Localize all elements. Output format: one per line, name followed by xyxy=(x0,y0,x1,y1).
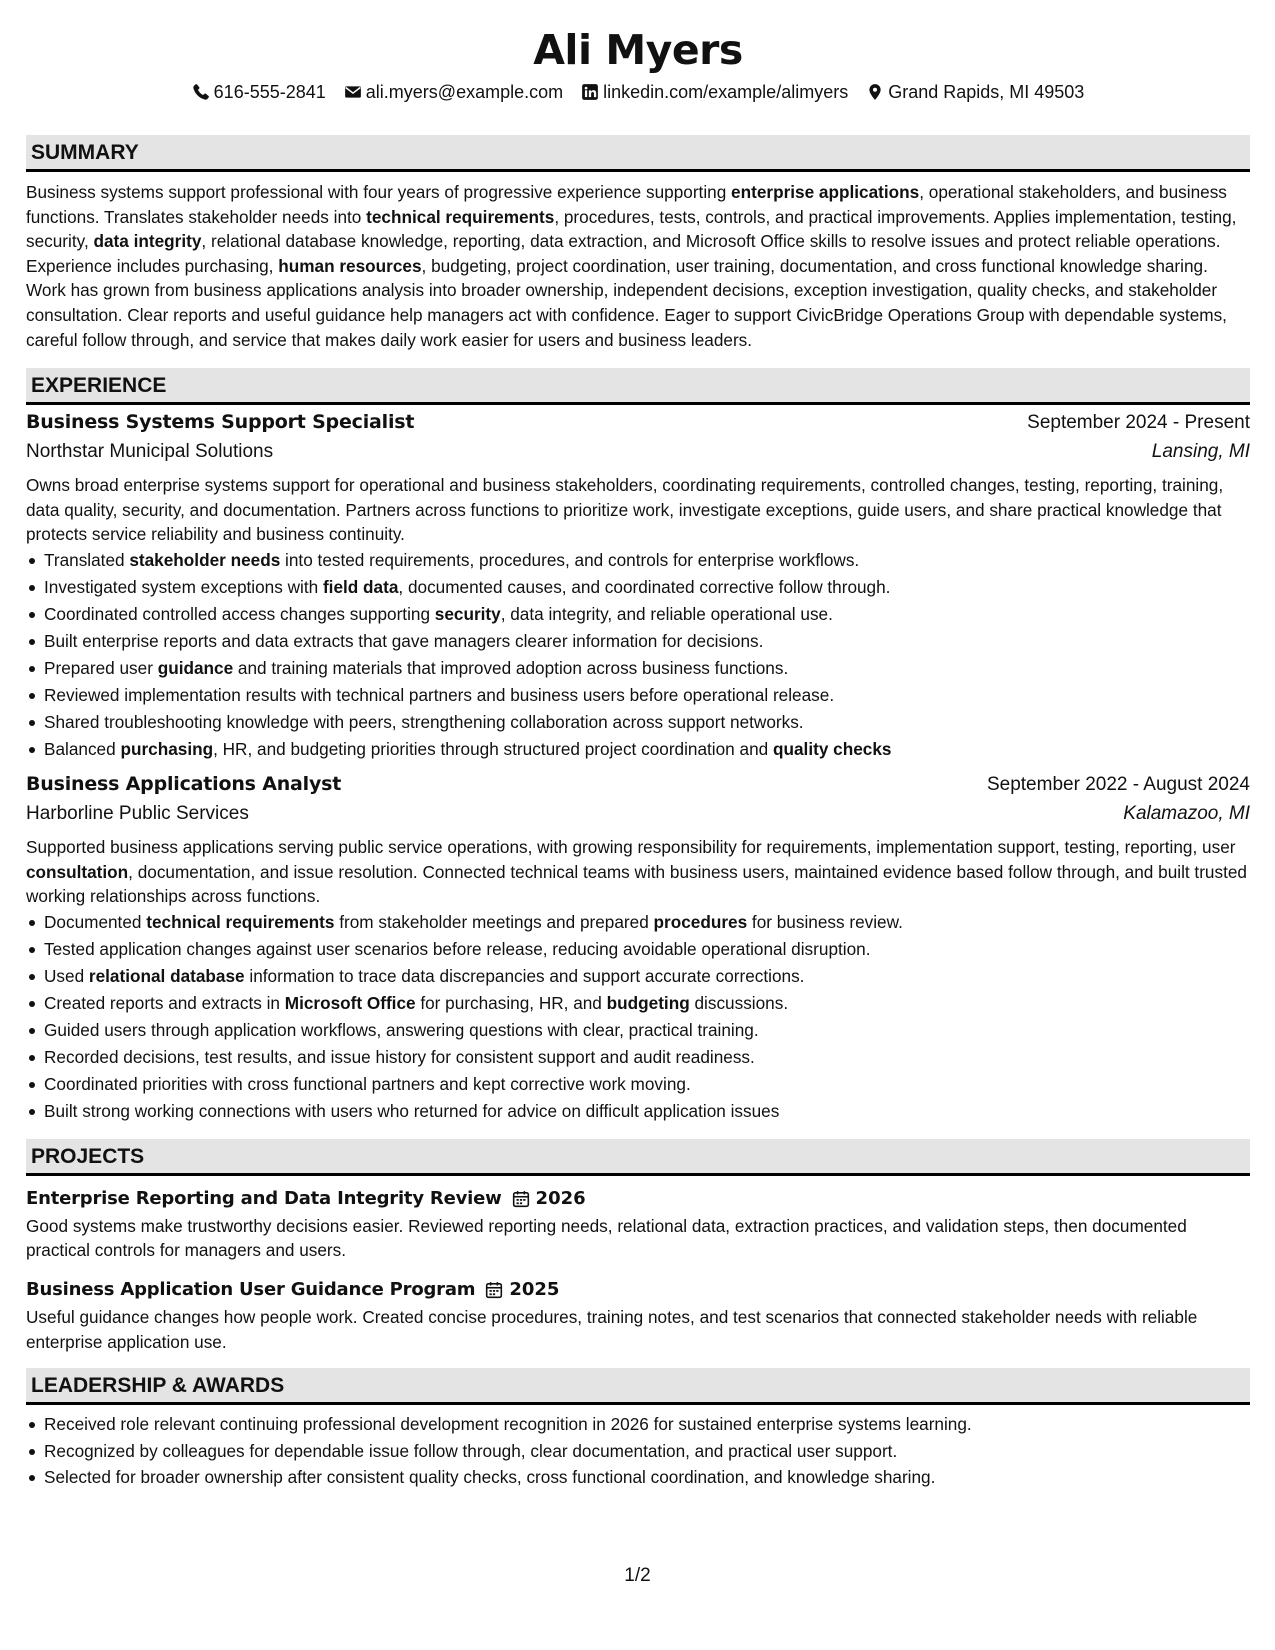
bold-keyword: purchasing xyxy=(120,738,214,759)
list-item: Tested application changes against user scenarios before release, reducing avoidable operational disruption. xyxy=(44,936,1250,963)
project-title: Business Application User Guidance Program xyxy=(26,1279,476,1301)
list-item: Received role relevant continuing professional development recognition in 2026 for sustained enterprise systems learning. xyxy=(44,1411,1250,1438)
bold-keyword: data integrity xyxy=(93,231,202,252)
list-item: Built strong working connections with users who returned for advice on difficult application issues xyxy=(44,1098,1250,1125)
list-item: Investigated system exceptions with field data, documented causes, and coordinated corrective follow through. xyxy=(44,574,1250,601)
contact-phone[interactable] xyxy=(192,80,326,104)
linkedin-icon xyxy=(581,83,599,101)
job-entry xyxy=(26,411,1250,763)
project-year-group xyxy=(485,1279,559,1300)
bold-keyword: relational database xyxy=(88,965,245,986)
job-entry xyxy=(26,773,1250,1125)
list-item: Translated stakeholder needs into tested requirements, procedures, and controls for enterprise workflows. xyxy=(44,547,1250,574)
project-year-group xyxy=(512,1188,586,1209)
summary-heading: SUMMARY xyxy=(26,135,1250,172)
project-title: Enterprise Reporting and Data Integrity Review xyxy=(26,1188,502,1210)
project-description: Good systems make trustworthy decisions easier. Reviewed reporting needs, relational data, extraction practices, and validation steps, then documented practical controls for managers and users. xyxy=(26,1215,1187,1261)
bold-keyword: consultation xyxy=(26,861,129,882)
job-description: Owns broad enterprise systems support for operational and business stakeholders, coordinating requirements, controlled changes, testing, reporting, training, data quality, security, and documentation. Partners across functions to prioritize work, investigate exceptions, guide users, and share practical knowledge that protects service reliability and business continuity. xyxy=(26,475,1224,545)
list-item: Documented technical requirements from stakeholder meetings and prepared procedures for business review. xyxy=(44,909,1250,936)
job-dates: September 2022 - August 2024 xyxy=(986,773,1250,795)
bold-keyword: enterprise applications xyxy=(731,182,920,202)
bold-keyword: guidance xyxy=(157,657,234,678)
location-text: Grand Rapids, MI 49503 xyxy=(888,82,1085,102)
summary-text: Business systems support professional with four years of progressive experience supporting enterprise applications, operational stakeholders, and business functions. Translates stakeholder needs into technical requirements, procedures, tests, controls, and practical improvements. Applies implementation, testing, security, data integrity, relational database knowledge, reporting, data extraction, and Microsoft Office skills to resolve issues and protect reliable operations. Experience includes purchasing, human resources, budgeting, project coordination, user training, documentation, and cross functional knowledge sharing. Work has grown from business applications analysis into broader ownership, independent decisions, exception investigation, quality checks, and stakeholder consultation. Clear reports and useful guidance help managers act with confidence. Eager to support CivicBridge Operations Group with dependable systems, careful follow through, and service that makes daily work easier for users and business leaders. xyxy=(26,182,1237,350)
linkedin-text: linkedin.com/example/alimyers xyxy=(603,82,849,102)
list-item: Used relational database information to trace data discrepancies and support accurate corrections. xyxy=(44,963,1250,990)
job-company: Harborline Public Services xyxy=(26,802,249,824)
list-item: Reviewed implementation results with technical partners and business users before operational release. xyxy=(44,682,1250,709)
job-dates: September 2024 - Present xyxy=(1027,412,1250,434)
list-item: Created reports and extracts in Microsoft Office for purchasing, HR, and budgeting discussions. xyxy=(44,990,1250,1017)
contact-email[interactable] xyxy=(344,80,563,104)
job-company: Northstar Municipal Solutions xyxy=(26,441,274,463)
list-item: Recognized by colleagues for dependable issue follow through, clear documentation, and practical user support. xyxy=(44,1438,1250,1465)
map-pin-icon xyxy=(866,83,884,101)
phone-text: 616-555-2841 xyxy=(213,82,326,102)
bold-keyword: procedures xyxy=(653,911,748,932)
list-item: Balanced purchasing, HR, and budgeting priorities through structured project coordination and quality checks xyxy=(44,736,1250,763)
job-description: Supported business applications serving public service operations, with growing responsibility for requirements, implementation support, testing, reporting, user consultation, documentation, and issue resolution. Connected technical teams with business users, maintained evidence based follow through, and built trusted working relationships across functions. xyxy=(26,836,1247,907)
bold-keyword: Microsoft Office xyxy=(284,992,416,1013)
project-entry xyxy=(26,1184,1250,1263)
list-item: Prepared user guidance and training materials that improved adoption across business functions. xyxy=(44,655,1250,682)
list-item: Coordinated priorities with cross functional partners and kept corrective work moving. xyxy=(44,1071,1250,1098)
projects-heading: PROJECTS xyxy=(26,1139,1250,1176)
experience-heading: EXPERIENCE xyxy=(26,368,1250,405)
job-bullets xyxy=(26,547,1250,763)
job-location: Lansing, MI xyxy=(1151,441,1250,463)
leadership-heading: LEADERSHIP & AWARDS xyxy=(26,1368,1250,1405)
bold-keyword: stakeholder needs xyxy=(129,549,281,570)
job-location: Kalamazoo, MI xyxy=(1123,802,1250,824)
resume-page xyxy=(26,0,1250,1491)
page-number: 1/2 xyxy=(624,1565,651,1586)
bold-keyword: technical requirements xyxy=(146,911,335,932)
contact-bar xyxy=(26,80,1250,104)
job-bullets xyxy=(26,909,1250,1125)
calendar-icon xyxy=(485,1281,503,1299)
bold-keyword: budgeting xyxy=(606,992,690,1013)
bold-keyword: security xyxy=(434,603,501,624)
list-item: Coordinated controlled access changes supporting security, data integrity, and reliable operational use. xyxy=(44,601,1250,628)
project-year: 2026 xyxy=(535,1188,586,1210)
bold-keyword: technical requirements xyxy=(366,206,555,227)
job-title: Business Systems Support Specialist xyxy=(26,411,415,434)
list-item: Guided users through application workflows, answering questions with clear, practical training. xyxy=(44,1017,1250,1044)
contact-linkedin[interactable] xyxy=(581,80,848,104)
bold-keyword: human resources xyxy=(278,255,422,276)
calendar-icon xyxy=(512,1190,530,1208)
list-item: Shared troubleshooting knowledge with peers, strengthening collaboration across support networks. xyxy=(44,709,1250,736)
phone-icon xyxy=(192,83,210,101)
email-text: ali.myers@example.com xyxy=(365,82,564,102)
candidate-name: Ali Myers xyxy=(533,26,743,74)
bold-keyword: field data xyxy=(322,576,399,597)
list-item: Built enterprise reports and data extracts that gave managers clearer information for decisions. xyxy=(44,628,1250,655)
bold-keyword: quality checks xyxy=(772,738,892,759)
project-entry xyxy=(26,1275,1250,1354)
project-year: 2025 xyxy=(509,1279,560,1301)
leadership-list xyxy=(26,1411,1250,1491)
list-item: Selected for broader ownership after consistent quality checks, cross functional coordination, and knowledge sharing. xyxy=(44,1464,1250,1491)
contact-location xyxy=(866,80,1084,104)
list-item: Recorded decisions, test results, and issue history for consistent support and audit readiness. xyxy=(44,1044,1250,1071)
envelope-icon xyxy=(344,83,362,101)
project-description: Useful guidance changes how people work. Created concise procedures, training notes, and test scenarios that connected stakeholder needs with reliable enterprise application use. xyxy=(26,1306,1198,1352)
job-title: Business Applications Analyst xyxy=(26,772,342,795)
